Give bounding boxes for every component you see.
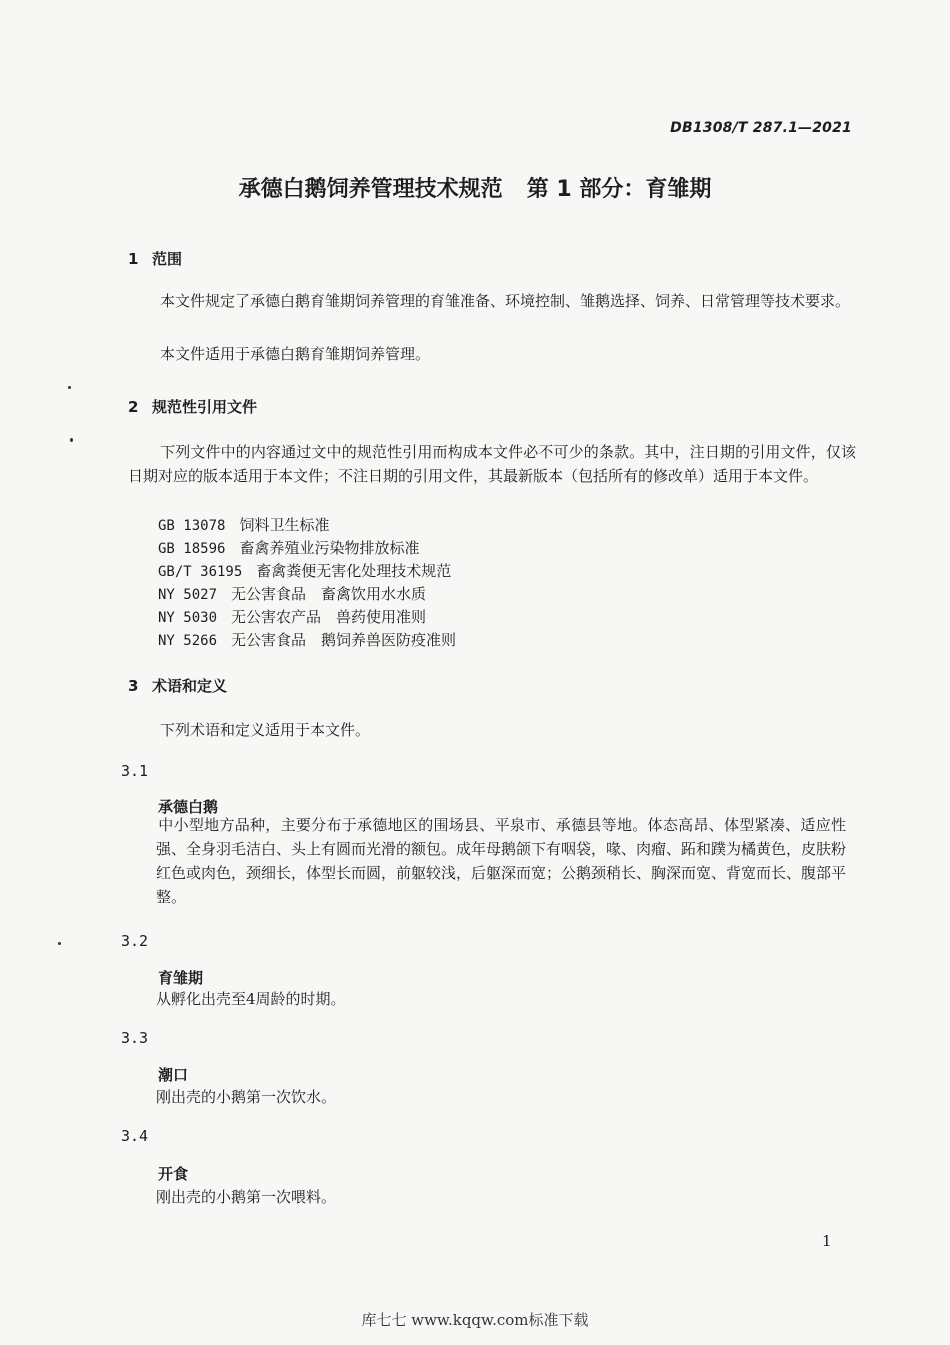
- reference-title: 无公害食品 畜禽饮用水水质: [231, 585, 427, 603]
- page-number: 1: [822, 1232, 832, 1250]
- reference-item: [158, 560, 456, 583]
- section-title: 范围: [152, 250, 183, 268]
- paragraph-text: 下列术语和定义适用于本文件。: [160, 721, 371, 739]
- section-heading-normative-references: [128, 396, 257, 417]
- reference-item: [158, 537, 456, 560]
- term-name: 育雏期: [158, 969, 204, 987]
- paragraph: [128, 718, 856, 742]
- scan-speck: [70, 438, 73, 442]
- reference-item: [158, 514, 456, 537]
- reference-code: GB/T 36195: [158, 564, 243, 580]
- reference-title: 畜禽养殖业污染物排放标准: [239, 539, 420, 557]
- term-number: 3.2: [121, 932, 149, 950]
- document-title: [0, 172, 950, 203]
- reference-code: NY 5266: [158, 633, 218, 649]
- term-name: 承德白鹅: [158, 798, 219, 816]
- term-definition: 刚出壳的小鹅第一次饮水。: [156, 1088, 337, 1106]
- section-number: 3: [128, 677, 139, 695]
- section-heading-terms: [128, 675, 227, 696]
- term-definition-text: 中小型地方品种，主要分布于承德地区的围场县、平泉市、承德县等地。体态高昂、体型紧凑、适应性强、全身羽毛洁白、头上有圆而光滑的额包。成年母鹅颌下有咽袋，喙、肉瘤、跖和蹼为橘黄色，皮肤粉红色或肉色，颈细长，体型长而圆，前躯较浅，后躯深而宽；公鹅颈稍长、胸深而宽、背宽而长、腹部平整。: [156, 816, 847, 906]
- paragraph: [128, 440, 856, 488]
- reference-title: 无公害食品 鹅饲养兽医防疫准则: [231, 631, 457, 649]
- reference-item: [158, 606, 456, 629]
- section-number: 2: [128, 398, 139, 416]
- term-definition: [156, 813, 846, 909]
- term-number: 3.4: [121, 1127, 149, 1145]
- paragraph-text: 本文件规定了承德白鹅育雏期饲养管理的育雏准备、环境控制、雏鹅选择、饲养、日常管理等技术要求。: [160, 292, 851, 310]
- section-title: 术语和定义: [152, 677, 228, 695]
- term-number: 3.1: [121, 762, 149, 780]
- term-definition: 刚出壳的小鹅第一次喂料。: [156, 1188, 337, 1206]
- reference-item: [158, 629, 456, 652]
- term-name: 开食: [158, 1165, 189, 1183]
- title-main: 承德白鹅饲养管理技术规范: [238, 177, 503, 202]
- reference-title: 畜禽粪便无害化处理技术规范: [256, 562, 452, 580]
- watermark-text: 库七七 www.kqqw.com标准下载: [361, 1311, 589, 1329]
- reference-code: NY 5030: [158, 610, 218, 626]
- term-number: 3.3: [121, 1029, 149, 1047]
- reference-code: NY 5027: [158, 587, 218, 603]
- reference-code: GB 13078: [158, 518, 226, 534]
- scan-speck: [58, 942, 61, 945]
- paragraph-text: 下列文件中的内容通过文中的规范性引用而构成本文件必不可少的条款。其中，注日期的引用文件，仅该日期对应的版本适用于本文件；不注日期的引用文件，其最新版本（包括所有的修改单）适用于本文件。: [128, 443, 856, 485]
- paragraph-text: 本文件适用于承德白鹅育雏期饲养管理。: [160, 345, 431, 363]
- term-definition: 从孵化出壳至4周龄的时期。: [156, 990, 346, 1008]
- reference-code: GB 18596: [158, 541, 226, 557]
- term-name: 潮口: [158, 1066, 189, 1084]
- standard-code: DB1308/T 287.1—2021: [670, 120, 852, 136]
- reference-title: 饲料卫生标准: [239, 516, 330, 534]
- paragraph: [128, 342, 856, 366]
- section-number: 1: [128, 250, 139, 268]
- section-title: 规范性引用文件: [152, 398, 258, 416]
- reference-title: 无公害农产品 兽药使用准则: [231, 608, 427, 626]
- section-heading-scope: [128, 248, 182, 269]
- paragraph: [128, 289, 856, 313]
- scan-speck: [68, 386, 71, 389]
- title-part: 第 1 部分：育雏期: [526, 177, 712, 202]
- reference-list: [158, 514, 456, 652]
- reference-item: [158, 583, 456, 606]
